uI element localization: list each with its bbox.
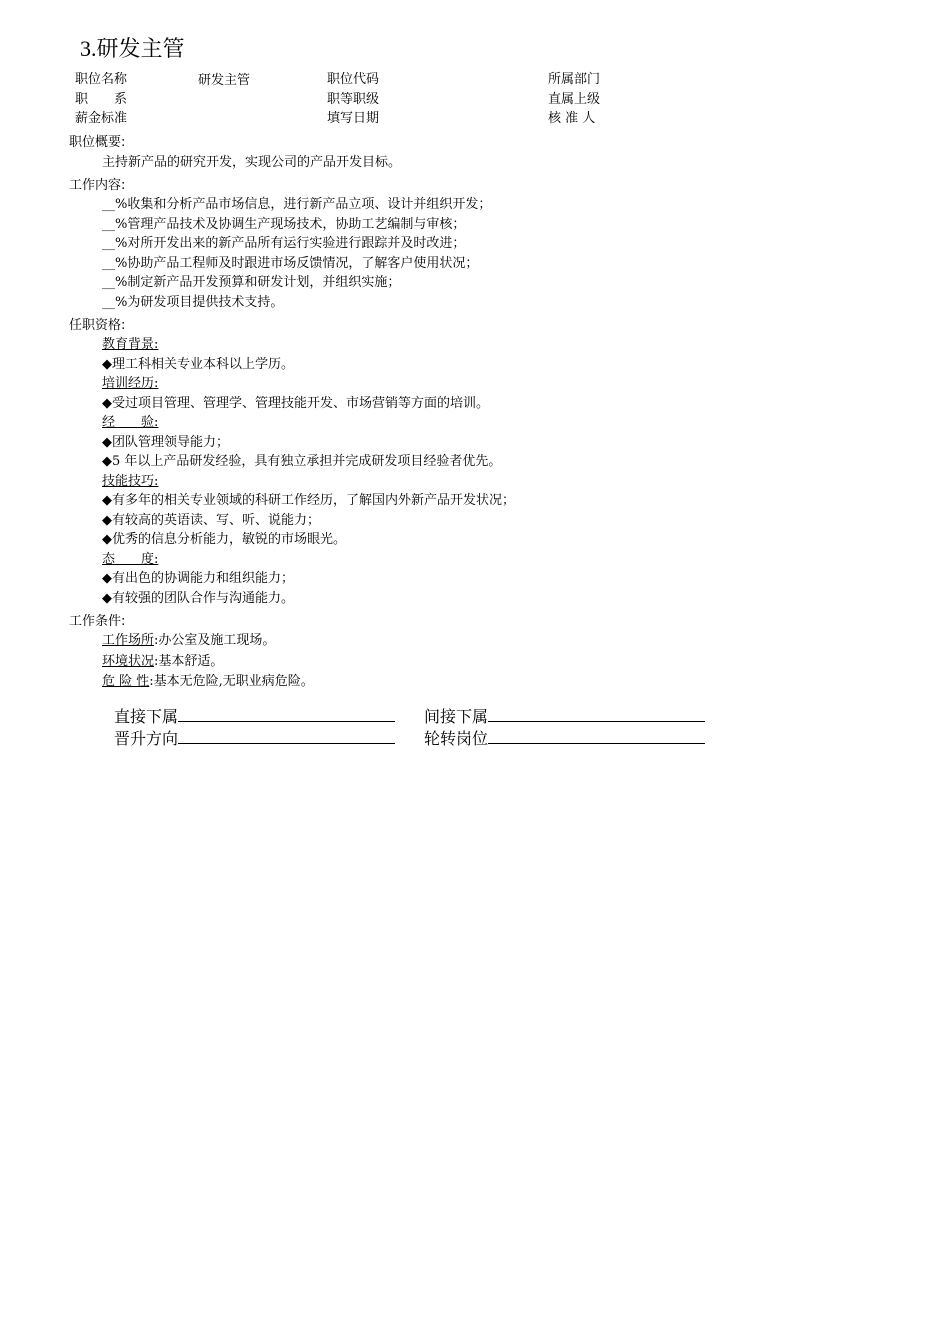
subheading-education: 教育背景: [102,337,159,352]
condition-workplace [102,629,275,648]
section-heading-conditions: 工作条件: [69,614,126,629]
rotation-position-blank [488,728,705,744]
label-job-grade: 职等职级 [327,92,380,107]
subheading-skills: 技能技巧: [102,474,159,489]
attitude-item: ◆有较强的团队合作与沟通能力。 [102,591,294,606]
summary-text: 主持新产品的研究开发，实现公司的产品开发目标。 [102,155,402,170]
condition-risk-label: 危 险 性 [102,674,150,689]
label-approver: 核 准 人 [548,111,596,126]
subheading-attitude: 态 度: [102,552,159,567]
condition-risk-value: :基本无危险,无职业病危险。 [149,674,314,689]
skills-item: ◆优秀的信息分析能力，敏锐的市场眼光。 [102,532,346,547]
direct-subordinates-label: 直接下属 [114,707,179,726]
attitude-item: ◆有出色的协调能力和组织能力； [102,571,294,586]
skills-item: ◆有多年的相关专业领域的科研工作经历，了解国内外新产品开发状况； [102,493,515,508]
condition-environment-label: 环境状况 [102,654,155,669]
education-item: ◆理工科相关专业本科以上学历。 [102,357,294,372]
section-heading-duties: 工作内容: [69,178,126,193]
section-heading-summary: 职位概要: [69,135,126,150]
experience-item: ◆团队管理领导能力； [102,435,229,450]
subheading-training: 培训经历: [102,376,159,391]
indirect-subordinates-label: 间接下属 [424,707,489,726]
rotation-position-label: 轮转岗位 [424,729,489,748]
condition-environment-value: :基本舒适。 [154,654,224,669]
training-item: ◆受过项目管理、管理学、管理技能开发、市场营销等方面的培训。 [102,396,489,411]
promotion-path-label: 晋升方向 [114,729,179,748]
direct-subordinates-blank [178,706,395,722]
skills-item: ◆有较高的英语读、写、听、说能力； [102,513,320,528]
duty-item: __%协助产品工程师及时跟进市场反馈情况，了解客户使用状况； [102,256,479,271]
duty-item: __%管理产品技术及协调生产现场技术，协助工艺编制与审核； [102,217,466,232]
duty-item: __%对所开发出来的新产品所有运行实验进行跟踪并及时改进； [102,236,466,251]
condition-workplace-value: :办公室及施工现场。 [154,633,276,648]
label-direct-supervisor: 直属上级 [548,92,601,107]
promotion-path-blank [178,728,395,744]
label-department: 所属部门 [548,72,601,87]
duty-item: __%收集和分析产品市场信息，进行新产品立项、设计并组织开发； [102,197,492,212]
section-heading-qualifications: 任职资格: [69,318,126,333]
label-position-name: 职位名称 [75,72,128,87]
value-position-name: 研发主管 [198,72,251,87]
condition-risk [102,670,314,689]
label-job-family: 职 系 [75,92,128,107]
experience-item: ◆5 年以上产品研发经验，具有独立承担并完成研发项目经验者优先。 [102,454,502,469]
indirect-subordinates-blank [488,706,705,722]
condition-environment [102,650,223,669]
page-title: 3.研发主管 [80,36,185,61]
direct-subordinates-field [114,704,395,727]
duty-item: __%为研发项目提供技术支持。 [102,295,284,310]
promotion-path-field [114,726,395,749]
label-salary-standard: 薪金标准 [75,111,128,126]
rotation-position-field [424,726,705,749]
label-fill-date: 填写日期 [327,111,380,126]
subheading-experience: 经 验: [102,415,159,430]
label-position-code: 职位代码 [327,72,380,87]
indirect-subordinates-field [424,704,705,727]
condition-workplace-label: 工作场所 [102,633,155,648]
duty-item: __%制定新产品开发预算和研发计划，并组织实施； [102,275,401,290]
